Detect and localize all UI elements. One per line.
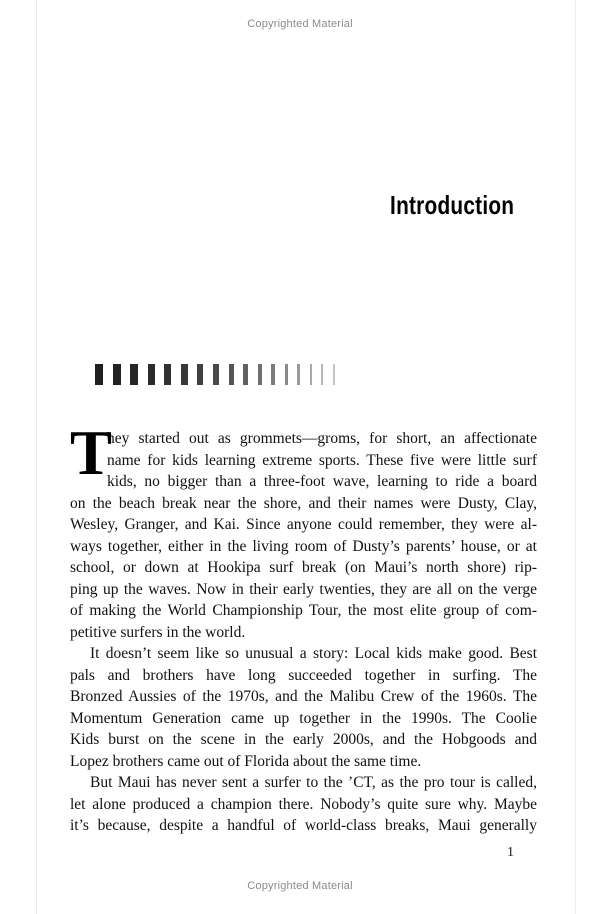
ornament-bar: [271, 364, 275, 385]
ornament-bar: [197, 364, 203, 385]
ornament-bar: [130, 364, 138, 385]
ornament-bar: [213, 364, 219, 385]
text-line: Lopez brothers came out of Florida about the same time.: [70, 752, 422, 770]
body-text: [70, 418, 537, 837]
ornament-bar: [297, 364, 300, 385]
ornament-bar: [258, 364, 262, 385]
ornament-bar: [148, 364, 155, 385]
copyright-notice-bottom: Copyrighted Material: [247, 880, 353, 892]
page-edge-right: [575, 0, 576, 914]
text-line: it’s because, despite a handful of world-class breaks, Maui generally: [70, 817, 537, 834]
ornament-bar: [181, 364, 188, 385]
ornament-bar: [95, 364, 103, 385]
text-line: ways together, either in the living room of Dusty’s parents’ house, or at: [70, 537, 537, 555]
drop-cap: T: [70, 418, 113, 488]
text-line: let alone produced a champion there. Nobody’s quite sure why. Maybe: [70, 795, 537, 813]
ornament-bar: [164, 364, 171, 385]
text-line: of making the World Championship Tour, the most elite group of com-: [70, 602, 537, 619]
ornament-bar: [243, 364, 248, 385]
ornament-bar: [285, 364, 288, 385]
text-line: school, or down at Hookipa surf break (on Maui’s north shore) rip-: [70, 559, 537, 576]
paragraph: [70, 643, 537, 772]
ornament-bar: [321, 364, 323, 385]
chapter-title-row: [0, 190, 600, 221]
text-line: But Maui has never sent a surfer to the ’CT, as the pro tour is called,: [90, 774, 537, 791]
text-line: Momentum Generation came up together in the 1990s. The Coolie: [70, 709, 537, 727]
text-line: Kids burst on the scene in the early 2000s, and the Hobgoods and: [70, 731, 537, 748]
ornament-bar: [113, 364, 121, 385]
text-line: kids, no bigger than a three-foot wave, learning to ride a board: [107, 473, 537, 490]
text-line: on the beach break near the shore, and their names were Dusty, Clay,: [70, 494, 537, 512]
page-edge-left: [36, 0, 37, 914]
text-line: name for kids learning extreme sports. These five were little surf: [107, 451, 537, 469]
ornament-bars: [95, 364, 335, 385]
text-line: It doesn’t seem like so unusual a story: Local kids make good. Best: [90, 645, 537, 662]
ornament-bar: [229, 364, 234, 385]
text-line: ping up the waves. Now in their early twenties, they are all on the verge: [70, 580, 537, 598]
page-number: 1: [507, 845, 514, 860]
paragraph: [70, 428, 537, 643]
ornament-bar: [333, 364, 335, 385]
chapter-title: Introduction: [389, 190, 514, 220]
text-line: hey started out as grommets—groms, for short, an affectionate: [107, 430, 537, 447]
copyright-notice-top: Copyrighted Material: [247, 18, 353, 30]
ornament-bar: [310, 364, 312, 385]
text-line: pals and brothers have long succeeded together in surfing. The: [70, 666, 537, 684]
text-line: petitive surfers in the world.: [70, 623, 246, 641]
text-line: Bronzed Aussies of the 1970s, and the Malibu Crew of the 1960s. The: [70, 688, 537, 705]
text-line: Wesley, Granger, and Kai. Since anyone could remember, they were al-: [70, 516, 537, 533]
paragraph: [70, 772, 537, 837]
